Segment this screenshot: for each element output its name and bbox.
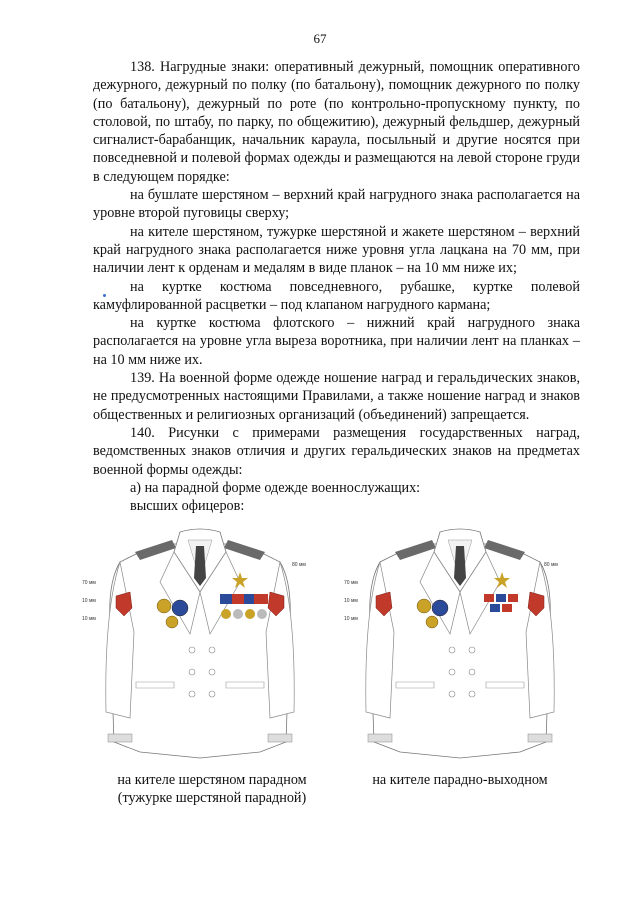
dim-label-1: 70 мм [82, 580, 96, 586]
paragraph-buslat: на бушлате шерстяном – верхний край нагрудного знака располагается на уровне второй пуговицы сверху; [93, 187, 580, 222]
paragraph-a: а) на парадной форме одежде военнослужащих: [130, 479, 421, 496]
jacket-illustration-2 [340, 522, 580, 767]
dim-label-3: 10 мм [344, 616, 358, 622]
document-body [93, 58, 580, 515]
paragraph-flot: на куртке костюма флотского – нижний край нагрудного знака располагается на уровне угла выреза воротника, при наличии лент на планках – на 10 мм ниже их. [93, 315, 580, 368]
caption-parade-exit-jacket: на кителе парадно-выходном [372, 772, 548, 788]
dim-label-2: 10 мм [344, 598, 358, 604]
dim-label-top: 80 мм [292, 562, 306, 568]
caption-parade-jacket: на кителе шерстяном парадном (тужурке шерстяной парадной) [117, 772, 307, 806]
scan-dot [103, 294, 106, 297]
paragraph-vysshikh: высших офицеров: [130, 498, 245, 515]
paragraph-140: 140. Рисунки с примерами размещения государственных наград, ведомственных знаков отличия и других геральдических знаков на предметах военной формы одежды: [93, 424, 580, 478]
jacket-illustration-1 [80, 522, 320, 767]
dim-label-top: 80 мм [544, 562, 558, 568]
dim-label-2: 10 мм [82, 598, 96, 604]
figure-parade-exit-jacket [340, 522, 580, 767]
paragraph-kurtka: на куртке костюма повседневного, рубашке, куртке полевой камуфлированной расцветки – под клапаном нагрудного кармана; [93, 278, 580, 313]
dim-label-1: 70 мм [344, 580, 358, 586]
paragraph-139: 139. На военной форме одежде ношение наград и геральдических знаков, не предусмотренных настоящими Правилами, а также ношение наград и знаков общественных и религиозных организаций (объединений) запрещается. [93, 370, 580, 423]
page-number: 67 [313, 31, 327, 46]
paragraph-kitel: на кителе шерстяном, тужурке шерстяной и жакете шерстяном – верхний край нагрудного знака располагается ниже уровня угла лацкана на 70 мм, при наличии лент к орденам и медалям в виде планок – на 10 мм ниже их; [93, 223, 580, 277]
paragraph-138: 138. Нагрудные знаки: оперативный дежурный, помощник оперативного дежурного, дежурный по полку (по батальону), помощник дежурного по полку (по батальону), дежурный по роте (по контрольно-пропускному пункту, по столовой, по штабу, по парку, по общежитию), дежурный фельдшер, дежурный сигналист-барабанщик, начальник караула, посыльный и другие носятся при повседневной и полевой формах одежды и размещаются на левой стороне груди в следующем порядке: [93, 59, 580, 185]
figure-parade-jacket [80, 522, 320, 767]
dim-label-3: 10 мм [82, 616, 96, 622]
